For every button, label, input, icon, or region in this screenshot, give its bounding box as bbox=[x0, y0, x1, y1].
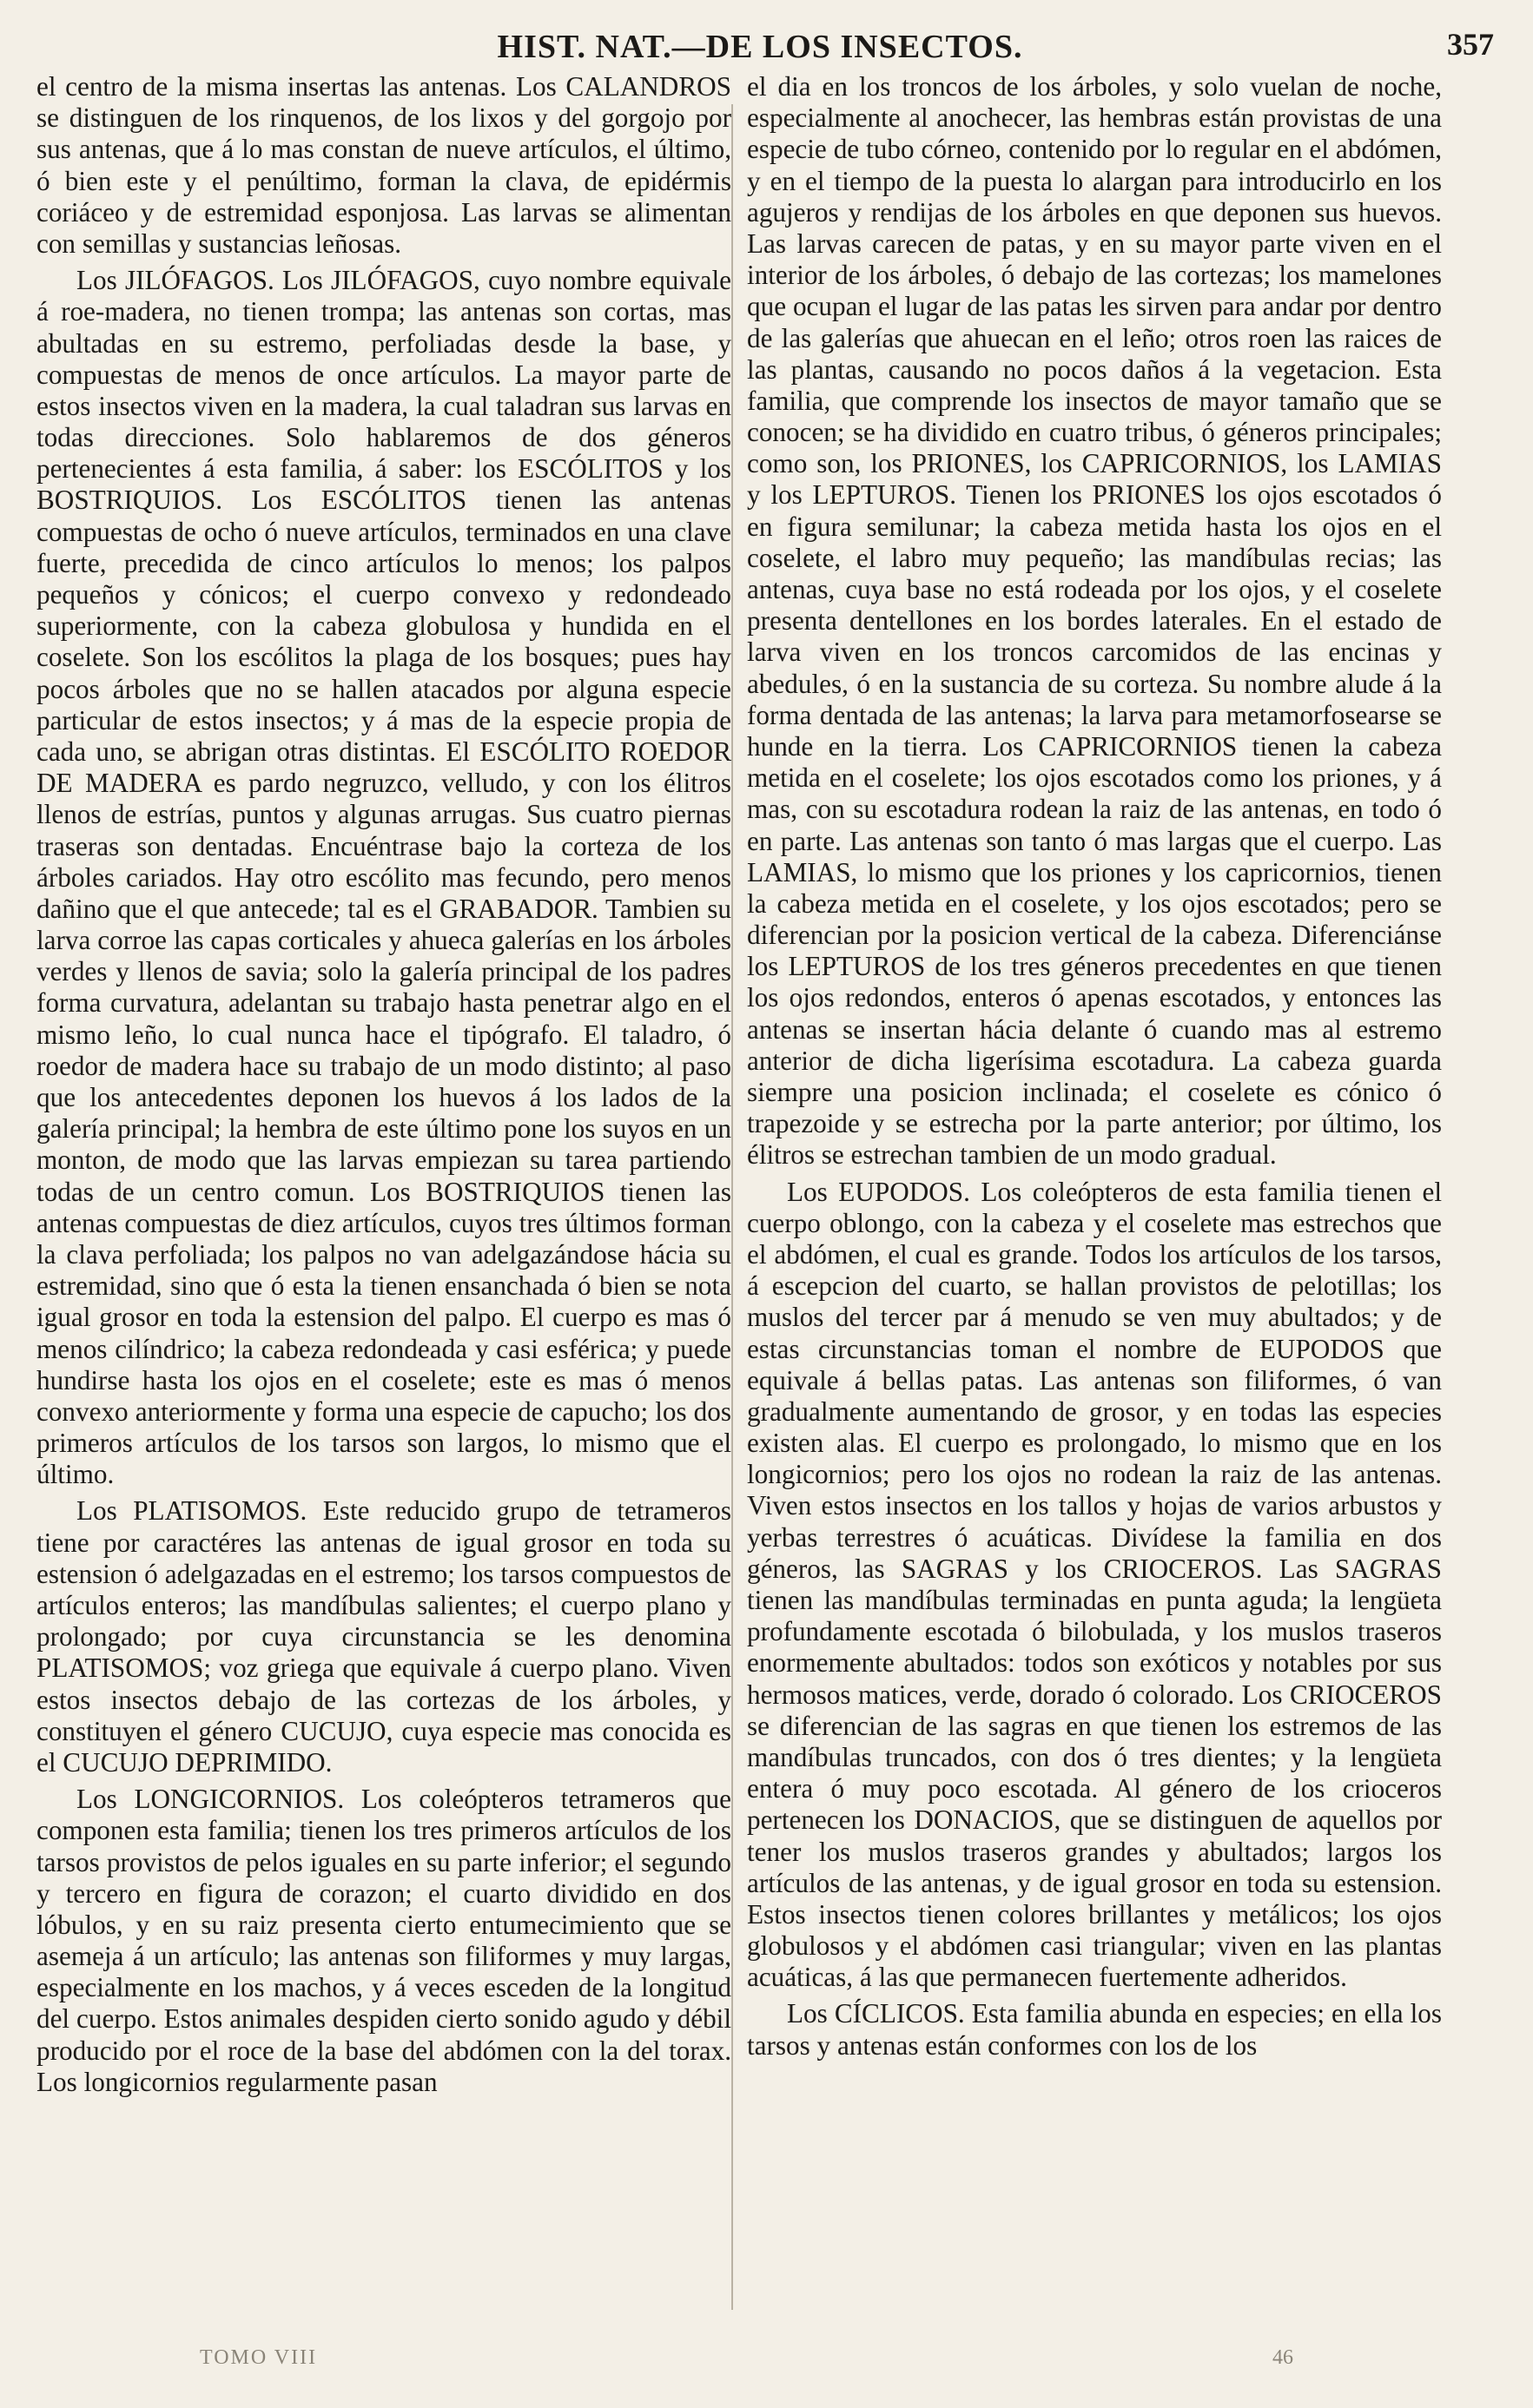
volume-signature: TOMO VIII bbox=[200, 2346, 318, 2369]
running-title: HIST. NAT.—DE LOS INSECTOS. bbox=[497, 29, 1023, 65]
running-header bbox=[26, 23, 1494, 66]
paragraph-ciclicos: Los CÍCLICOS. Esta familia abunda en especies; en ella los tarsos y antenas están conformes con los de los bbox=[747, 1998, 1442, 2061]
column-divider bbox=[731, 104, 733, 2310]
paragraph-platisomos: Los PLATISOMOS. Este reducido grupo de tetrameros tiene por caractéres las antenas de igual grosor en toda su estension ó adelgazadas en el estremo; los tarsos compuestos de artículos enteros; las mandíbulas salientes; el cuerpo plano y prolongado; por cuya circunstancia se les denomina PLATISOMOS; voz griega que equivale á cuerpo plano. Viven estos insectos debajo de las cortezas de los árboles, y constituyen el género CUCUJO, cuya especie mas conocida es el CUCUJO DEPRIMIDO. bbox=[36, 1495, 731, 1778]
sheet-number: 46 bbox=[1272, 2346, 1293, 2369]
paragraph-longicornios-continued: el dia en los troncos de los árboles, y solo vuelan de noche, especialmente al anochecer, las hembras están provistas de una especie de tubo córneo, contenido por lo regular en el abdómen, y en el tiempo de la puesta lo alargan para introducirlo en los agujeros y rendijas de los árboles en que deponen sus huevos. Las larvas carecen de patas, y en su mayor parte viven en el interior de los árboles, ó debajo de las cortezas; los mamelones que ocupan el lugar de las patas les sirven para andar por dentro de las galerías que ahuecan en el leño; otros roen las raices de las plantas, causando no pocos daños á la vegetacion. Esta familia, que comprende los insectos de mayor tamaño que se conocen; se ha dividido en cuatro tribus, ó géneros principales; como son, los PRIONES, los CAPRICORNIOS, los LAMIAS y los LEPTUROS. Tienen los PRIONES los ojos escotados ó en figura semilunar; la cabeza metida hasta los ojos en el coselete, el labro muy pequeño; las mandíbulas recias; las antenas, cuya base no está rodeada por los ojos, y el coselete presenta dentellones en los bordes laterales. En el estado de larva viven en los troncos carcomidos de las encinas y abedules, ó en la sustancia de su corteza. Su nombre alude á la forma dentada de las antenas; la larva para metamorfosearse se hunde en la tierra. Los CAPRICORNIOS tienen la cabeza metida en el coselete; los ojos escotados como los priones, y á mas, con su escotadura rodean la raiz de las antenas, en todo ó en parte. Las antenas son tanto ó mas largas que el cuerpo. Las LAMIAS, lo mismo que los priones y los capricornios, tienen la cabeza metida en el coselete, y los ojos escotados; pero se diferencian por la posicion vertical de la cabeza. Diferenciánse los LEPTUROS de los tres géneros precedentes en que tienen los ojos redondos, enteros ó apenas escotados, y entonces las antenas se insertan hácia delante ó cuando mas al estremo anterior de dicha ligerísima escotadura. La cabeza guarda siempre una posicion inclinada; el coselete es cónico ó trapezoide y se estrecha por la parte anterior; por último, los élitros se estrechan tambien de un modo gradual. bbox=[747, 71, 1442, 1171]
paragraph-calandros: el centro de la misma insertas las antenas. Los CALANDROS se distinguen de los rinquenos, de los lixos y del gorgojo por sus antenas, que á lo mas constan de nueve artículos, el último, ó bien este y el penúltimo, forman la clava, de epidérmis coriáceo y de estremidad esponjosa. Las larvas se alimentan con semillas y sustancias leñosas. bbox=[36, 71, 731, 259]
paragraph-longicornios: Los LONGICORNIOS. Los coleópteros tetrameros que componen esta familia; tienen los tres primeros artículos de los tarsos provistos de pelos iguales en su parte inferior; el segundo y tercero en figura de corazon; el cuarto dividido en dos lóbulos, y en su raiz presenta cierto entumecimiento que se asemeja á un artículo; las antenas son filiformes y muy largas, especialmente en los machos, y á veces esceden de la longitud del cuerpo. Estos animales despiden cierto sonido agudo y débil producido por el roce de la base del abdómen con la del torax. Los longicornios regularmente pasan bbox=[36, 1784, 731, 2097]
left-column bbox=[36, 71, 731, 2320]
right-column bbox=[747, 71, 1442, 2320]
page-number: 357 bbox=[1447, 27, 1494, 62]
paragraph-jilofagos: Los JILÓFAGOS. Los JILÓFAGOS, cuyo nombre equivale á roe-madera, no tienen trompa; las antenas son cortas, mas abultadas en su estremo, perfoliadas desde la base, y compuestas de menos de once artículos. La mayor parte de estos insectos viven en la madera, la cual taladran sus larvas en todas direcciones. Solo hablaremos de dos géneros pertenecientes á esta familia, á saber: los ESCÓLITOS y los BOSTRIQUIOS. Los ESCÓLITOS tienen las antenas compuestas de ocho ó nueve artículos, terminados en una clave fuerte, precedida de cinco artículos lo menos; los palpos pequeños y cónicos; el cuerpo convexo y redondeado superiormente, con la cabeza globulosa y hundida en el coselete. Son los escólitos la plaga de los bosques; pues hay pocos árboles que no se hallen atacados por alguna especie particular de estos insectos; y á mas de la especie propia de cada uno, se abrigan otras distintas. El ESCÓLITO ROEDOR DE MADERA es pardo negruzco, velludo, y con los élitros llenos de estrías, puntos y algunas arrugas. Sus cuatro piernas traseras son dentadas. Encuéntrase bajo la corteza de los árboles cariados. Hay otro escólito mas fecundo, pero menos dañino que el que antecede; tal es el GRABADOR. Tambien su larva corroe las capas corticales y ahueca galerías en los árboles verdes y llenos de savia; solo la galería principal de los padres forma curvatura, adelantan su trabajo hasta penetrar algo en el mismo leño, lo cual nunca hace el tipógrafo. El taladro, ó roedor de madera hace su trabajo de un modo distinto; al paso que los antecedentes deponen los huevos á los lados de la galería principal; la hembra de este último pone los suyos en un monton, de modo que las larvas empiezan su tarea partiendo todas de un centro comun. Los BOSTRIQUIOS tienen las antenas compuestas de diez artículos, cuyos tres últimos forman la clava perfoliada; los palpos no van adelgazándose hácia su estremidad, sino que ó esta la tienen ensanchada ó bien se nota igual grosor en toda la estension del palpo. El cuerpo es mas ó menos cilíndrico; la cabeza redondeada y casi esférica; y puede hundirse hasta los ojos en el coselete; este es mas ó menos convexo anteriormente y forma una especie de capucho; los dos primeros artículos de los tarsos son largos, lo mismo que el último. bbox=[36, 265, 731, 1490]
page-footer bbox=[0, 2346, 1533, 2381]
paragraph-eupodos: Los EUPODOS. Los coleópteros de esta familia tienen el cuerpo oblongo, con la cabeza y el coselete mas estrechos que el abdómen, el cual es grande. Todos los artículos de los tarsos, á escepcion del cuarto, se hallan provistos de pelotillas; los muslos del tercer par á menudo se ven muy abultados; y de estas circunstancias toman el nombre de EUPODOS que equivale á bellas patas. Las antenas son filiformes, ó van gradualmente aumentando de grosor, y en todas las especies existen alas. El cuerpo es prolongado, lo mismo que en los longicornios; pero los ojos no rodean la raiz de las antenas. Viven estos insectos en los tallos y hojas de varios arbustos y yerbas terrestres ó acuáticas. Divídese la familia en dos géneros, las SAGRAS y los CRIOCEROS. Las SAGRAS tienen las mandíbulas terminadas en punta aguda; la lengüeta profundamente escotada ó bilobulada, y los muslos traseros enormemente abultados: todos son exóticos y notables por sus hermosos matices, verde, dorado ó colorado. Los CRIOCEROS se diferencian de las sagras en que tienen los estremos de las mandíbulas truncados, con dos ó tres dientes; y la lengüeta entera ó muy poco escotada. Al género de los crioceros pertenecen los DONACIOS, que se distinguen de aquellos por tener los muslos traseros grandes y abultados; largos los artículos de las antenas, y de igual grosor en toda su estension. Estos insectos tienen colores brillantes y metálicos; los ojos globulosos y el abdómen casi triangular; viven en las plantas acuáticas, á las que permanecen fuertemente adheridos. bbox=[747, 1176, 1442, 1993]
